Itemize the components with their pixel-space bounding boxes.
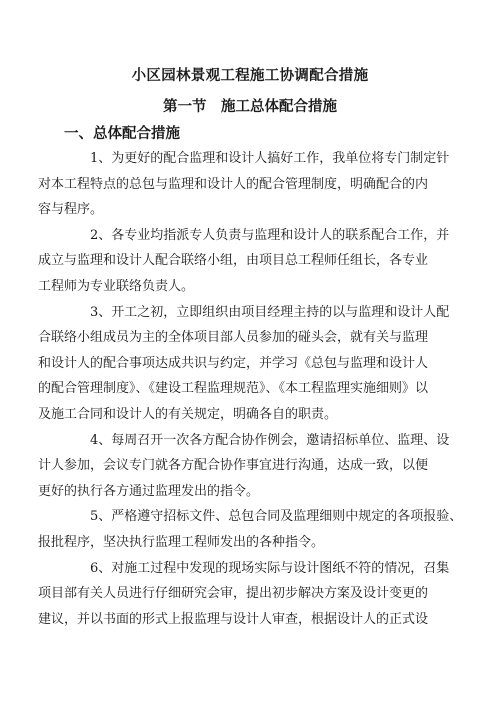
paragraph-line: 工程师为专业联络负责人。: [38, 278, 195, 294]
paragraph-1: [38, 146, 454, 223]
paragraph-line: 建议，并以书面的形式上报监理与设计人审查，根据设计人的正式设: [38, 611, 429, 627]
paragraph-line: 1、为更好的配合监理和设计人搞好工作，我单位将专门制定针: [90, 151, 450, 166]
paragraph-line: 成立与监理和设计人配合联络小组，由项目总工程师任组长，各专业: [38, 253, 429, 269]
paragraph-6: [38, 556, 454, 633]
paragraph-line: 4、每周召开一次各方配合协作例会，邀请招标单位、监理、设: [90, 432, 450, 448]
paragraph-2: [38, 223, 454, 300]
paragraph-line: 对本工程特点的总包与监理和设计人的配合管理制度，明确配合的内: [38, 176, 429, 192]
paragraph-line: 6、对施工过程中发现的现场实际与设计图纸不符的情况，召集: [90, 560, 450, 576]
paragraph-line: 报批程序，坚决执行监理工程师发出的各种指令。: [38, 534, 325, 550]
document-title: 小区园林景观工程施工协调配合措施: [131, 67, 369, 84]
paragraph-line: 更好的执行各方通过监理发出的指令。: [38, 483, 260, 499]
paragraph-line: 项目部有关人员进行仔细研究会审，提出初步解决方案及设计变更的: [38, 586, 429, 602]
document-body: [38, 146, 463, 632]
subsection-heading: 一、总体配合措施: [64, 125, 180, 142]
paragraph-line: 和设计人的配合事项达成共识与约定，并学习《总包与监理和设计人: [38, 355, 429, 371]
paragraph-line: 的配合管理制度》、《建设工程监理规范》、《本工程监理实施细则》以: [38, 381, 429, 397]
paragraph-line: 2、各专业均指派专人负责与监理和设计人的联系配合工作，并: [90, 227, 450, 243]
paragraph-line: 容与程序。: [38, 202, 104, 218]
paragraph-line: 合联络小组成员为主的全体项目部人员参加的碰头会，就有关与监理: [38, 330, 429, 346]
paragraph-line: 3、开工之初，立即组织由项目经理主持的以与监理和设计人配: [90, 304, 450, 320]
paragraph-line: 计人参加，会议专门就各方配合协作事宜进行沟通，达成一致，以便: [38, 458, 429, 474]
paragraph-line: 5、严格遵守招标文件、总包合同及监理细则中规定的各项报验、: [90, 509, 463, 525]
paragraph-5: [38, 504, 463, 555]
paragraph-3: [38, 300, 454, 428]
section-title: 第一节 施工总体配合措施: [163, 98, 337, 115]
paragraph-4: [38, 428, 454, 505]
paragraph-line: 及施工合同和设计人的有关规定，明确各自的职责。: [38, 406, 338, 422]
